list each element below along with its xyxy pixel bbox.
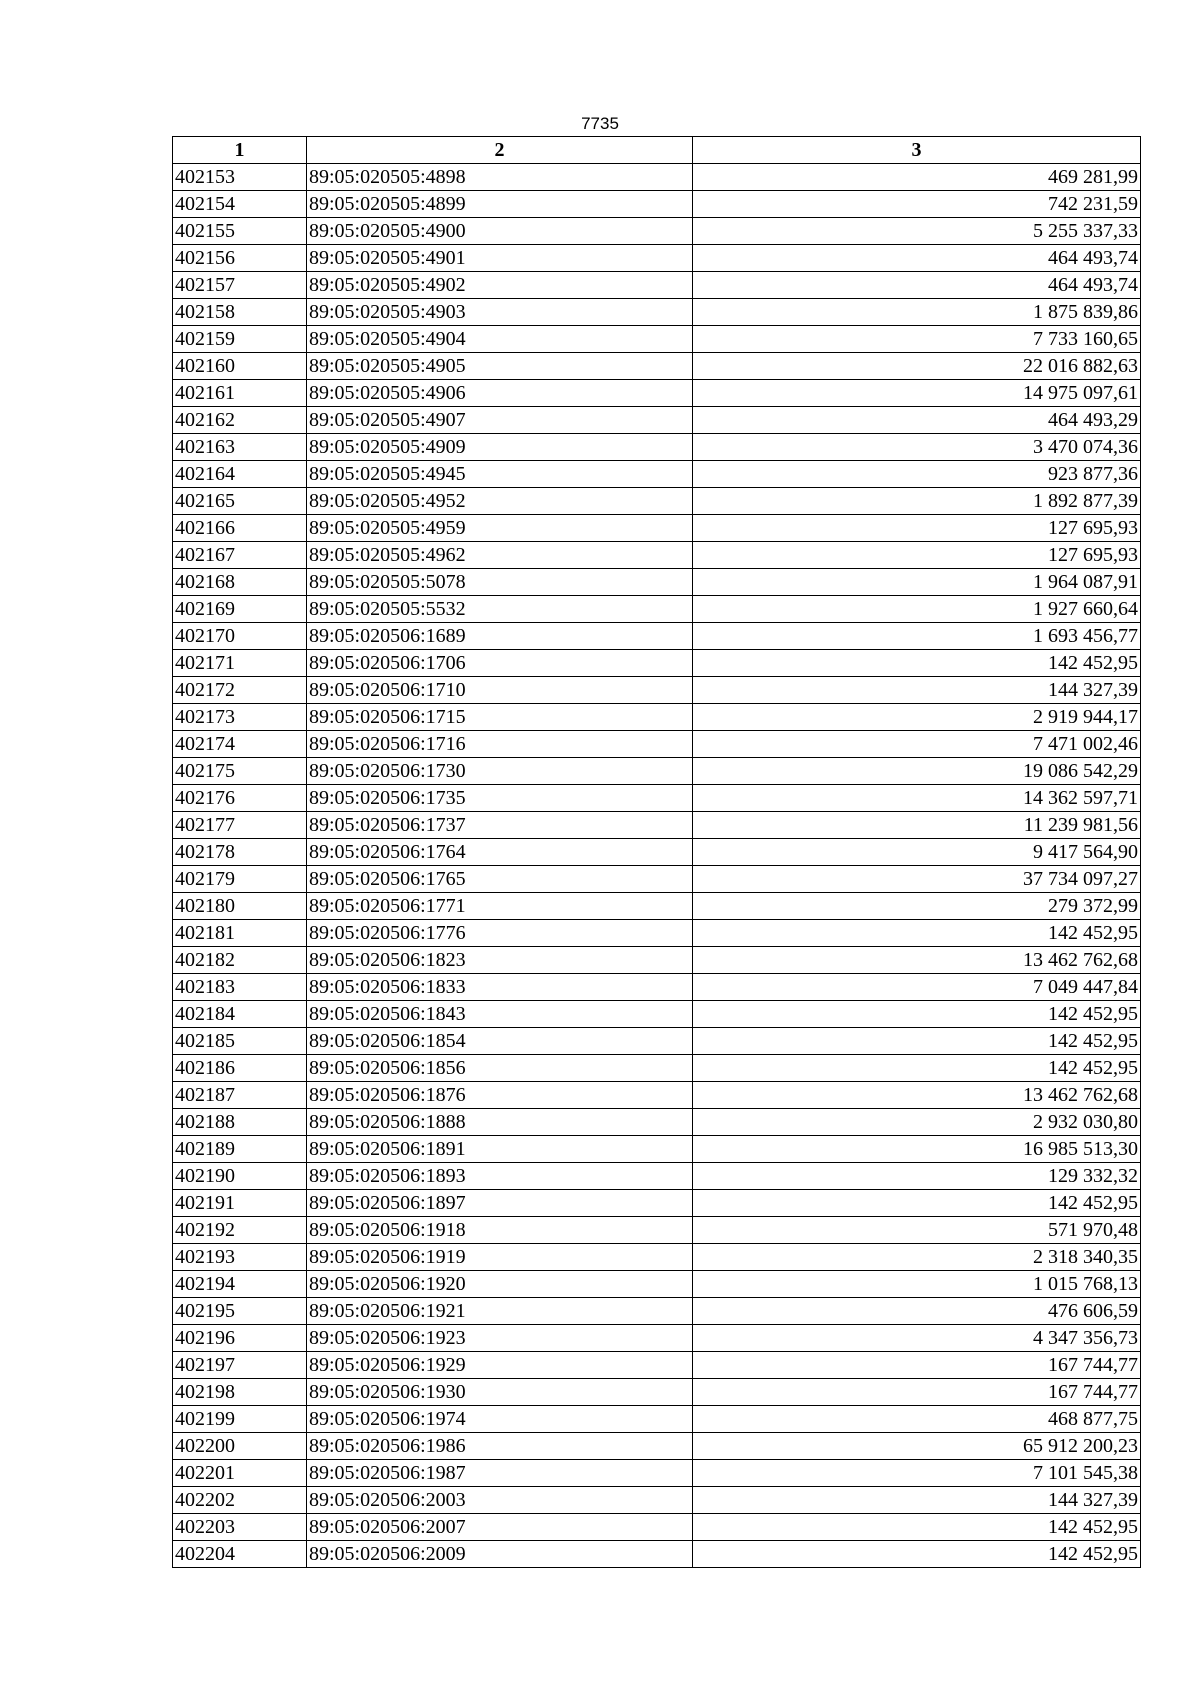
row-number-cell: 402172: [173, 677, 307, 704]
cadastral-number-cell: 89:05:020505:4903: [307, 299, 693, 326]
row-number-cell: 402197: [173, 1352, 307, 1379]
table-header-row: [173, 137, 1141, 164]
row-number-cell: 402192: [173, 1217, 307, 1244]
row-number-cell: 402182: [173, 947, 307, 974]
cadastral-value-cell: 65 912 200,23: [693, 1433, 1141, 1460]
cadastral-value-cell: 468 877,75: [693, 1406, 1141, 1433]
table-row: [173, 299, 1141, 326]
cadastral-value-cell: 464 493,74: [693, 245, 1141, 272]
cadastral-value-cell: 11 239 981,56: [693, 812, 1141, 839]
table-row: [173, 1055, 1141, 1082]
table-row: [173, 380, 1141, 407]
table-row: [173, 839, 1141, 866]
row-number-cell: 402186: [173, 1055, 307, 1082]
cadastral-number-cell: 89:05:020506:2009: [307, 1541, 693, 1568]
table-row: [173, 866, 1141, 893]
table-row: [173, 326, 1141, 353]
cadastral-number-cell: 89:05:020505:4906: [307, 380, 693, 407]
row-number-cell: 402169: [173, 596, 307, 623]
table-row: [173, 704, 1141, 731]
cadastral-value-cell: 7 049 447,84: [693, 974, 1141, 1001]
cadastral-number-cell: 89:05:020506:1771: [307, 893, 693, 920]
row-number-cell: 402174: [173, 731, 307, 758]
row-number-cell: 402179: [173, 866, 307, 893]
table-row: [173, 407, 1141, 434]
row-number-cell: 402177: [173, 812, 307, 839]
cadastral-value-cell: 127 695,93: [693, 542, 1141, 569]
row-number-cell: 402180: [173, 893, 307, 920]
cadastral-value-cell: 142 452,95: [693, 1541, 1141, 1568]
table-row: [173, 1163, 1141, 1190]
table-row: [173, 1028, 1141, 1055]
cadastral-value-cell: 1 875 839,86: [693, 299, 1141, 326]
row-number-cell: 402163: [173, 434, 307, 461]
cadastral-value-cell: 19 086 542,29: [693, 758, 1141, 785]
cadastral-value-cell: 129 332,32: [693, 1163, 1141, 1190]
row-number-cell: 402201: [173, 1460, 307, 1487]
row-number-cell: 402196: [173, 1325, 307, 1352]
cadastral-value-cell: 14 975 097,61: [693, 380, 1141, 407]
table-row: [173, 164, 1141, 191]
cadastral-number-cell: 89:05:020506:1888: [307, 1109, 693, 1136]
cadastral-value-cell: 923 877,36: [693, 461, 1141, 488]
cadastral-value-cell: 7 101 545,38: [693, 1460, 1141, 1487]
table-row: [173, 461, 1141, 488]
table-row: [173, 623, 1141, 650]
table-row: [173, 1541, 1141, 1568]
cadastral-number-cell: 89:05:020506:1710: [307, 677, 693, 704]
row-number-cell: 402183: [173, 974, 307, 1001]
row-number-cell: 402168: [173, 569, 307, 596]
row-number-cell: 402156: [173, 245, 307, 272]
cadastral-value-cell: 469 281,99: [693, 164, 1141, 191]
table-row: [173, 1271, 1141, 1298]
cadastral-value-cell: 476 606,59: [693, 1298, 1141, 1325]
table-row: [173, 947, 1141, 974]
cadastral-number-cell: 89:05:020505:4904: [307, 326, 693, 353]
row-number-cell: 402194: [173, 1271, 307, 1298]
cadastral-number-cell: 89:05:020506:1930: [307, 1379, 693, 1406]
cadastral-number-cell: 89:05:020506:1689: [307, 623, 693, 650]
row-number-cell: 402161: [173, 380, 307, 407]
cadastral-number-cell: 89:05:020506:1918: [307, 1217, 693, 1244]
cadastral-number-cell: 89:05:020506:1706: [307, 650, 693, 677]
page-number: 7735: [581, 114, 619, 133]
cadastral-number-cell: 89:05:020505:4907: [307, 407, 693, 434]
cadastral-value-cell: 1 927 660,64: [693, 596, 1141, 623]
cadastral-number-cell: 89:05:020506:2007: [307, 1514, 693, 1541]
cadastral-value-cell: 13 462 762,68: [693, 1082, 1141, 1109]
table-row: [173, 974, 1141, 1001]
row-number-cell: 402191: [173, 1190, 307, 1217]
cadastral-number-cell: 89:05:020506:1919: [307, 1244, 693, 1271]
table-row: [173, 569, 1141, 596]
cadastral-value-table: [172, 136, 1141, 1568]
table-row: [173, 1082, 1141, 1109]
cadastral-number-cell: 89:05:020506:1823: [307, 947, 693, 974]
row-number-cell: 402184: [173, 1001, 307, 1028]
table-row: [173, 1244, 1141, 1271]
cadastral-number-cell: 89:05:020505:4959: [307, 515, 693, 542]
cadastral-number-cell: 89:05:020506:1929: [307, 1352, 693, 1379]
cadastral-value-cell: 464 493,29: [693, 407, 1141, 434]
cadastral-value-cell: 1 693 456,77: [693, 623, 1141, 650]
table-row: [173, 677, 1141, 704]
row-number-cell: 402154: [173, 191, 307, 218]
cadastral-value-cell: 22 016 882,63: [693, 353, 1141, 380]
table-row: [173, 920, 1141, 947]
cadastral-value-cell: 7 733 160,65: [693, 326, 1141, 353]
column-header-1: 1: [173, 137, 307, 164]
row-number-cell: 402160: [173, 353, 307, 380]
cadastral-number-cell: 89:05:020505:4945: [307, 461, 693, 488]
row-number-cell: 402190: [173, 1163, 307, 1190]
table-row: [173, 785, 1141, 812]
cadastral-number-cell: 89:05:020506:1891: [307, 1136, 693, 1163]
cadastral-number-cell: 89:05:020506:1920: [307, 1271, 693, 1298]
cadastral-value-cell: 142 452,95: [693, 1055, 1141, 1082]
table-row: [173, 191, 1141, 218]
table-row: [173, 515, 1141, 542]
table-body: [173, 164, 1141, 1568]
cadastral-number-cell: 89:05:020506:1715: [307, 704, 693, 731]
row-number-cell: 402203: [173, 1514, 307, 1541]
row-number-cell: 402202: [173, 1487, 307, 1514]
cadastral-number-cell: 89:05:020506:1921: [307, 1298, 693, 1325]
cadastral-number-cell: 89:05:020506:1776: [307, 920, 693, 947]
row-number-cell: 402171: [173, 650, 307, 677]
cadastral-number-cell: 89:05:020506:1974: [307, 1406, 693, 1433]
table-row: [173, 1001, 1141, 1028]
cadastral-number-cell: 89:05:020506:1833: [307, 974, 693, 1001]
table-row: [173, 1217, 1141, 1244]
cadastral-number-cell: 89:05:020505:4952: [307, 488, 693, 515]
table-row: [173, 1460, 1141, 1487]
row-number-cell: 402188: [173, 1109, 307, 1136]
table-row: [173, 1433, 1141, 1460]
cadastral-number-cell: 89:05:020506:1876: [307, 1082, 693, 1109]
row-number-cell: 402158: [173, 299, 307, 326]
cadastral-value-cell: 742 231,59: [693, 191, 1141, 218]
column-header-3: 3: [693, 137, 1141, 164]
row-number-cell: 402166: [173, 515, 307, 542]
table-row: [173, 1136, 1141, 1163]
table-row: [173, 488, 1141, 515]
cadastral-number-cell: 89:05:020506:1856: [307, 1055, 693, 1082]
table-row: [173, 1298, 1141, 1325]
cadastral-number-cell: 89:05:020506:1730: [307, 758, 693, 785]
cadastral-number-cell: 89:05:020506:1923: [307, 1325, 693, 1352]
cadastral-value-cell: 167 744,77: [693, 1379, 1141, 1406]
table-row: [173, 893, 1141, 920]
cadastral-number-cell: 89:05:020506:1765: [307, 866, 693, 893]
cadastral-value-cell: 13 462 762,68: [693, 947, 1141, 974]
cadastral-number-cell: 89:05:020506:1737: [307, 812, 693, 839]
cadastral-number-cell: 89:05:020505:4900: [307, 218, 693, 245]
cadastral-value-cell: 4 347 356,73: [693, 1325, 1141, 1352]
table-row: [173, 434, 1141, 461]
table-row: [173, 596, 1141, 623]
table-row: [173, 650, 1141, 677]
cadastral-number-cell: 89:05:020505:4898: [307, 164, 693, 191]
row-number-cell: 402193: [173, 1244, 307, 1271]
cadastral-value-cell: 7 471 002,46: [693, 731, 1141, 758]
row-number-cell: 402185: [173, 1028, 307, 1055]
row-number-cell: 402173: [173, 704, 307, 731]
cadastral-number-cell: 89:05:020506:1735: [307, 785, 693, 812]
cadastral-value-cell: 279 372,99: [693, 893, 1141, 920]
cadastral-value-cell: 142 452,95: [693, 920, 1141, 947]
row-number-cell: 402159: [173, 326, 307, 353]
row-number-cell: 402204: [173, 1541, 307, 1568]
cadastral-number-cell: 89:05:020506:1843: [307, 1001, 693, 1028]
cadastral-value-cell: 14 362 597,71: [693, 785, 1141, 812]
row-number-cell: 402176: [173, 785, 307, 812]
row-number-cell: 402153: [173, 164, 307, 191]
row-number-cell: 402165: [173, 488, 307, 515]
cadastral-value-cell: 2 932 030,80: [693, 1109, 1141, 1136]
table-row: [173, 1109, 1141, 1136]
cadastral-number-cell: 89:05:020506:1987: [307, 1460, 693, 1487]
cadastral-number-cell: 89:05:020506:1893: [307, 1163, 693, 1190]
table-row: [173, 272, 1141, 299]
cadastral-number-cell: 89:05:020505:4905: [307, 353, 693, 380]
row-number-cell: 402167: [173, 542, 307, 569]
cadastral-value-cell: 144 327,39: [693, 677, 1141, 704]
cadastral-number-cell: 89:05:020505:4901: [307, 245, 693, 272]
table-row: [173, 812, 1141, 839]
cadastral-number-cell: 89:05:020506:1716: [307, 731, 693, 758]
row-number-cell: 402187: [173, 1082, 307, 1109]
cadastral-number-cell: 89:05:020506:1897: [307, 1190, 693, 1217]
table-row: [173, 1514, 1141, 1541]
row-number-cell: 402181: [173, 920, 307, 947]
row-number-cell: 402178: [173, 839, 307, 866]
cadastral-number-cell: 89:05:020506:1764: [307, 839, 693, 866]
cadastral-number-cell: 89:05:020505:4899: [307, 191, 693, 218]
cadastral-value-cell: 2 919 944,17: [693, 704, 1141, 731]
cadastral-value-cell: 142 452,95: [693, 1514, 1141, 1541]
table-row: [173, 758, 1141, 785]
cadastral-value-cell: 142 452,95: [693, 650, 1141, 677]
cadastral-value-cell: 2 318 340,35: [693, 1244, 1141, 1271]
table-row: [173, 1190, 1141, 1217]
cadastral-value-cell: 464 493,74: [693, 272, 1141, 299]
table-row: [173, 1325, 1141, 1352]
cadastral-value-cell: 1 892 877,39: [693, 488, 1141, 515]
row-number-cell: 402198: [173, 1379, 307, 1406]
table-row: [173, 731, 1141, 758]
cadastral-number-cell: 89:05:020505:4962: [307, 542, 693, 569]
column-header-2: 2: [307, 137, 693, 164]
cadastral-number-cell: 89:05:020506:1854: [307, 1028, 693, 1055]
row-number-cell: 402199: [173, 1406, 307, 1433]
cadastral-value-cell: 142 452,95: [693, 1001, 1141, 1028]
row-number-cell: 402155: [173, 218, 307, 245]
cadastral-value-cell: 142 452,95: [693, 1028, 1141, 1055]
row-number-cell: 402157: [173, 272, 307, 299]
table-row: [173, 1487, 1141, 1514]
table-row: [173, 1379, 1141, 1406]
cadastral-number-cell: 89:05:020505:4909: [307, 434, 693, 461]
row-number-cell: 402195: [173, 1298, 307, 1325]
cadastral-value-cell: 571 970,48: [693, 1217, 1141, 1244]
table-row: [173, 1352, 1141, 1379]
table-row: [173, 542, 1141, 569]
cadastral-value-cell: 127 695,93: [693, 515, 1141, 542]
cadastral-value-cell: 5 255 337,33: [693, 218, 1141, 245]
row-number-cell: 402189: [173, 1136, 307, 1163]
cadastral-value-cell: 9 417 564,90: [693, 839, 1141, 866]
cadastral-value-cell: 3 470 074,36: [693, 434, 1141, 461]
cadastral-number-cell: 89:05:020505:5532: [307, 596, 693, 623]
cadastral-number-cell: 89:05:020506:1986: [307, 1433, 693, 1460]
row-number-cell: 402175: [173, 758, 307, 785]
cadastral-value-cell: 16 985 513,30: [693, 1136, 1141, 1163]
table-row: [173, 218, 1141, 245]
cadastral-value-cell: 1 964 087,91: [693, 569, 1141, 596]
cadastral-value-cell: 142 452,95: [693, 1190, 1141, 1217]
cadastral-number-cell: 89:05:020506:2003: [307, 1487, 693, 1514]
cadastral-value-cell: 37 734 097,27: [693, 866, 1141, 893]
cadastral-number-cell: 89:05:020505:4902: [307, 272, 693, 299]
cadastral-value-cell: 144 327,39: [693, 1487, 1141, 1514]
row-number-cell: 402170: [173, 623, 307, 650]
row-number-cell: 402200: [173, 1433, 307, 1460]
table-row: [173, 1406, 1141, 1433]
cadastral-value-cell: 1 015 768,13: [693, 1271, 1141, 1298]
row-number-cell: 402164: [173, 461, 307, 488]
table-row: [173, 245, 1141, 272]
row-number-cell: 402162: [173, 407, 307, 434]
table-row: [173, 353, 1141, 380]
cadastral-number-cell: 89:05:020505:5078: [307, 569, 693, 596]
cadastral-value-cell: 167 744,77: [693, 1352, 1141, 1379]
